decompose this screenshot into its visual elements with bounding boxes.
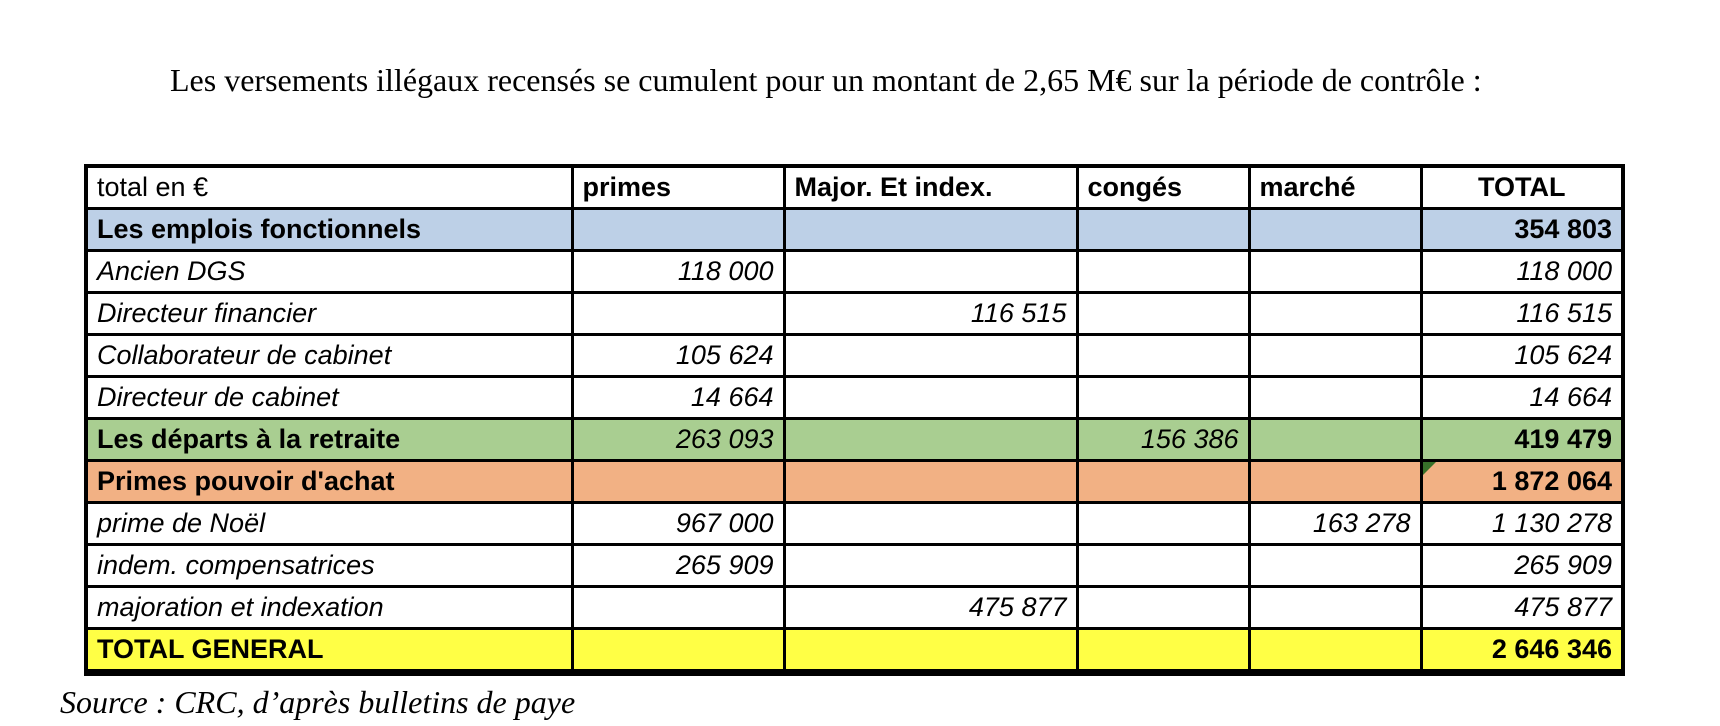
amount-cell: 118 000 (572, 251, 784, 293)
amount-cell: 105 624 (572, 335, 784, 377)
amount-cell (784, 251, 1077, 293)
row-label-cell: prime de Noël (86, 503, 572, 545)
column-header-primes: primes (572, 166, 784, 209)
payments-table (84, 164, 1625, 676)
column-header-major: Major. Et index. (784, 166, 1077, 209)
table-row-primes-pouvoir-achat (86, 461, 1623, 503)
amount-cell: 14 664 (572, 377, 784, 419)
amount-cell (572, 293, 784, 335)
amount-cell (1077, 335, 1249, 377)
amount-cell: 263 093 (572, 419, 784, 461)
total-amount-cell: 475 877 (1421, 587, 1623, 629)
amount-cell (1249, 335, 1421, 377)
total-amount-cell: 265 909 (1421, 545, 1623, 587)
row-label-cell: Les départs à la retraite (86, 419, 572, 461)
amount-cell (784, 419, 1077, 461)
column-header-total: TOTAL (1421, 166, 1623, 209)
amount-cell (1249, 209, 1421, 251)
row-label-cell: Les emplois fonctionnels (86, 209, 572, 251)
amount-cell (1077, 629, 1249, 673)
row-label-cell: TOTAL GENERAL (86, 629, 572, 673)
amount-cell (784, 629, 1077, 673)
amount-cell (572, 587, 784, 629)
amount-cell (1249, 629, 1421, 673)
amount-cell (572, 209, 784, 251)
green-corner-marker-icon (1423, 462, 1436, 475)
column-header-conges: congés (1077, 166, 1249, 209)
amount-cell (1077, 545, 1249, 587)
amount-cell (1077, 503, 1249, 545)
amount-cell (1249, 461, 1421, 503)
table-row-prime-de-noel (86, 503, 1623, 545)
total-amount-text: 1 872 064 (1491, 466, 1612, 496)
amount-cell (572, 461, 784, 503)
row-label-cell: Ancien DGS (86, 251, 572, 293)
row-label-cell: Directeur financier (86, 293, 572, 335)
amount-cell (1249, 251, 1421, 293)
amount-cell (1249, 419, 1421, 461)
row-label-cell: Collaborateur de cabinet (86, 335, 572, 377)
total-amount-cell: 1 130 278 (1421, 503, 1623, 545)
source-note: Source : CRC, d’après bulletins de paye (60, 684, 576, 720)
column-header-unit: total en € (86, 166, 572, 209)
table-header-row (86, 166, 1623, 209)
table-row-majoration-indexation (86, 587, 1623, 629)
table-row-ancien-dgs (86, 251, 1623, 293)
amount-cell (784, 377, 1077, 419)
amount-cell: 156 386 (1077, 419, 1249, 461)
amount-cell: 967 000 (572, 503, 784, 545)
total-amount-cell: 354 803 (1421, 209, 1623, 251)
total-amount-cell: 2 646 346 (1421, 629, 1623, 673)
amount-cell (1077, 461, 1249, 503)
amount-cell (784, 545, 1077, 587)
amount-cell: 116 515 (784, 293, 1077, 335)
total-amount-cell: 419 479 (1421, 419, 1623, 461)
amount-cell (1077, 251, 1249, 293)
payments-table-container (84, 164, 1625, 676)
row-label-cell: Primes pouvoir d'achat (86, 461, 572, 503)
table-row-departs-retraite (86, 419, 1623, 461)
amount-cell (1077, 293, 1249, 335)
total-amount-cell: 118 000 (1421, 251, 1623, 293)
row-label-cell: Directeur de cabinet (86, 377, 572, 419)
column-header-marche: marché (1249, 166, 1421, 209)
amount-cell (784, 335, 1077, 377)
amount-cell: 475 877 (784, 587, 1077, 629)
amount-cell (1249, 545, 1421, 587)
amount-cell (1077, 209, 1249, 251)
total-amount-cell: 105 624 (1421, 335, 1623, 377)
amount-cell (572, 629, 784, 673)
table-row-directeur-financier (86, 293, 1623, 335)
intro-paragraph: Les versements illégaux recensés se cumulent pour un montant de 2,65 M€ sur la période de contrôle : (170, 62, 1482, 98)
amount-cell (784, 461, 1077, 503)
row-label-cell: indem. compensatrices (86, 545, 572, 587)
amount-cell: 265 909 (572, 545, 784, 587)
amount-cell (1249, 377, 1421, 419)
row-label-cell: majoration et indexation (86, 587, 572, 629)
amount-cell: 163 278 (1249, 503, 1421, 545)
total-amount-cell: 116 515 (1421, 293, 1623, 335)
amount-cell (1249, 587, 1421, 629)
amount-cell (784, 209, 1077, 251)
total-amount-cell (1421, 461, 1623, 503)
table-row-indem-compensatrices (86, 545, 1623, 587)
table-row-emplois-fonctionnels (86, 209, 1623, 251)
table-row-total-general (86, 629, 1623, 673)
table-row-directeur-cabinet (86, 377, 1623, 419)
total-amount-cell: 14 664 (1421, 377, 1623, 419)
amount-cell (1077, 587, 1249, 629)
amount-cell (1249, 293, 1421, 335)
table-row-collaborateur-cabinet (86, 335, 1623, 377)
amount-cell (1077, 377, 1249, 419)
amount-cell (784, 503, 1077, 545)
